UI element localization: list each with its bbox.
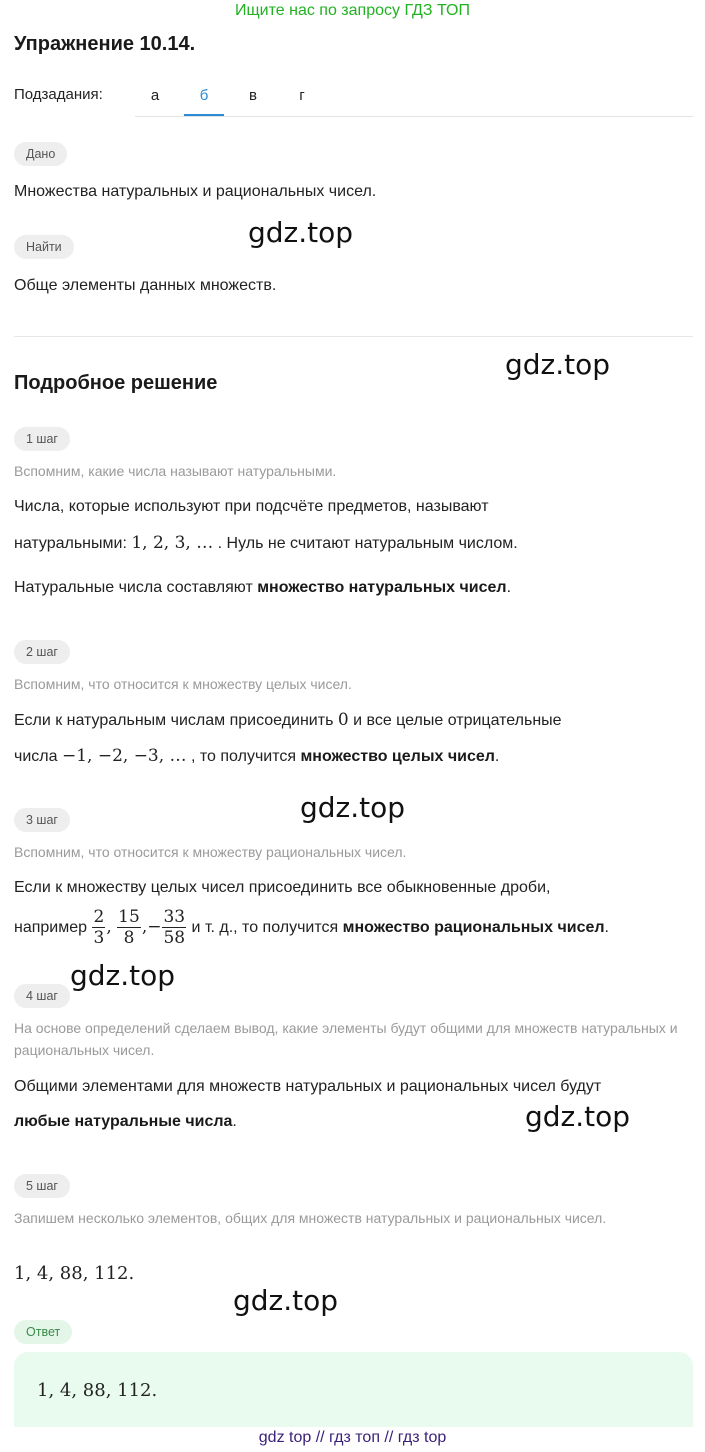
step-1-line-3-pre: Натуральные числа составляют — [14, 579, 258, 596]
watermark: gdz.top — [233, 1284, 339, 1317]
step-1-bold: множество натуральных чисел — [257, 579, 507, 596]
step-3-line-2-post: . — [604, 919, 609, 936]
tab-g[interactable]: г — [299, 87, 305, 104]
fraction-2-3: $\frac{2}{3}$ — [93, 907, 105, 949]
watermark: gdz.top — [300, 791, 406, 824]
step-3-line-2: например $\frac{2}{3}$ , $\frac{15}{8}$ ,− $\frac{33}{58}$ и т. д., то получится множество рациональных чисел. — [14, 907, 609, 949]
fraction-33-58: $\frac{33}{58}$ — [163, 907, 186, 949]
step-1-line-3 — [14, 577, 511, 599]
step-1-line-2-post: . Нуль не считают натуральным числом. — [213, 535, 518, 552]
step-1-line-2-pre: натуральными: — [14, 535, 132, 552]
page-title: Упражнение 10.14. — [14, 33, 196, 55]
step-5-pill: 5 шаг — [14, 1174, 70, 1198]
step-3-bold: множество рациональных чисел — [342, 919, 605, 936]
step-4-hint: На основе определений сделаем вывод, какие элементы будут общими для множеств натуральных и рациональных чисел. — [14, 1020, 678, 1058]
tab-v[interactable]: в — [249, 87, 257, 104]
step-2-line-2 — [14, 745, 499, 768]
step-3-line-2-pre: например — [14, 919, 92, 936]
subtasks-label: Подзадания: — [14, 86, 103, 103]
watermark: gdz.top — [70, 959, 176, 992]
solution-title: Подробное решение — [14, 372, 218, 394]
section-divider — [14, 336, 693, 337]
step-2-bold: множество целых чисел — [300, 748, 495, 765]
find-pill: Найти — [14, 235, 74, 259]
step-2-pill: 2 шаг — [14, 640, 70, 664]
tab-b[interactable]: б — [184, 78, 224, 116]
step-4-line-2 — [14, 1111, 237, 1133]
step-1-line-1: Числа, которые используют при подсчёте предметов, называют — [14, 498, 489, 515]
step-2-line-2-pre: числа — [14, 748, 62, 765]
step-3-line-2-mid: и т. д., то получится — [187, 919, 343, 936]
step-2-hint: Вспомним, что относится к множеству целых чисел. — [14, 676, 352, 692]
given-text: Множества натуральных и рациональных чисел. — [14, 183, 377, 200]
step-2-negatives: −1, −2, −3, … — [61, 746, 187, 766]
fraction-sign: − — [147, 917, 162, 937]
step-1-pill: 1 шаг — [14, 427, 70, 451]
step-2-line-1 — [14, 709, 562, 732]
step-5-math: 1, 4, 88, 112. — [14, 1263, 135, 1284]
answer-pill: Ответ — [14, 1320, 72, 1344]
step-2-line-1-post: и все целые отрицательные — [348, 712, 562, 729]
step-2-zero: 0 — [337, 710, 349, 730]
step-1-hint: Вспомним, какие числа называют натуральными. — [14, 463, 337, 479]
step-4-bold: любые натуральные числа — [14, 1113, 233, 1130]
step-1-line-2 — [14, 532, 518, 555]
step-4-pill: 4 шаг — [14, 984, 70, 1008]
step-4-line-2-post: . — [232, 1113, 237, 1130]
step-3-hint: Вспомним, что относится к множеству рациональных чисел. — [14, 844, 407, 860]
find-text: Обще элементы данных множеств. — [14, 277, 277, 294]
subtasks-tabs — [135, 78, 693, 117]
footer-links: gdz top // гдз топ // гдз top — [258, 1429, 447, 1446]
step-3-line-1: Если к множеству целых чисел присоединить все обыкновенные дроби, — [14, 879, 551, 896]
step-2-line-1-pre: Если к натуральным числам присоединить — [14, 712, 338, 729]
answer-math: 1, 4, 88, 112. — [37, 1380, 158, 1401]
watermark: gdz.top — [525, 1100, 631, 1133]
fraction-15-8: $\frac{15}{8}$ — [118, 907, 140, 949]
step-2-line-2-post: . — [494, 748, 500, 765]
step-2-line-2-mid: , то получится — [186, 748, 301, 765]
step-1-natural-numbers: 1, 2, 3, … — [131, 533, 214, 553]
step-1-line-3-post: . — [506, 579, 512, 596]
given-pill: Дано — [14, 142, 67, 166]
watermark: gdz.top — [248, 216, 354, 249]
search-banner: Ищите нас по запросу ГДЗ ТОП — [235, 2, 470, 19]
step-5-hint: Запишем несколько элементов, общих для множеств натуральных и рациональных чисел. — [14, 1210, 607, 1226]
watermark: gdz.top — [505, 348, 611, 381]
step-4-line-1: Общими элементами для множеств натуральных и рациональных чисел будут — [14, 1078, 602, 1095]
step-3-pill: 3 шаг — [14, 808, 70, 832]
answer-box — [14, 1352, 693, 1427]
tab-a[interactable]: а — [150, 87, 160, 104]
